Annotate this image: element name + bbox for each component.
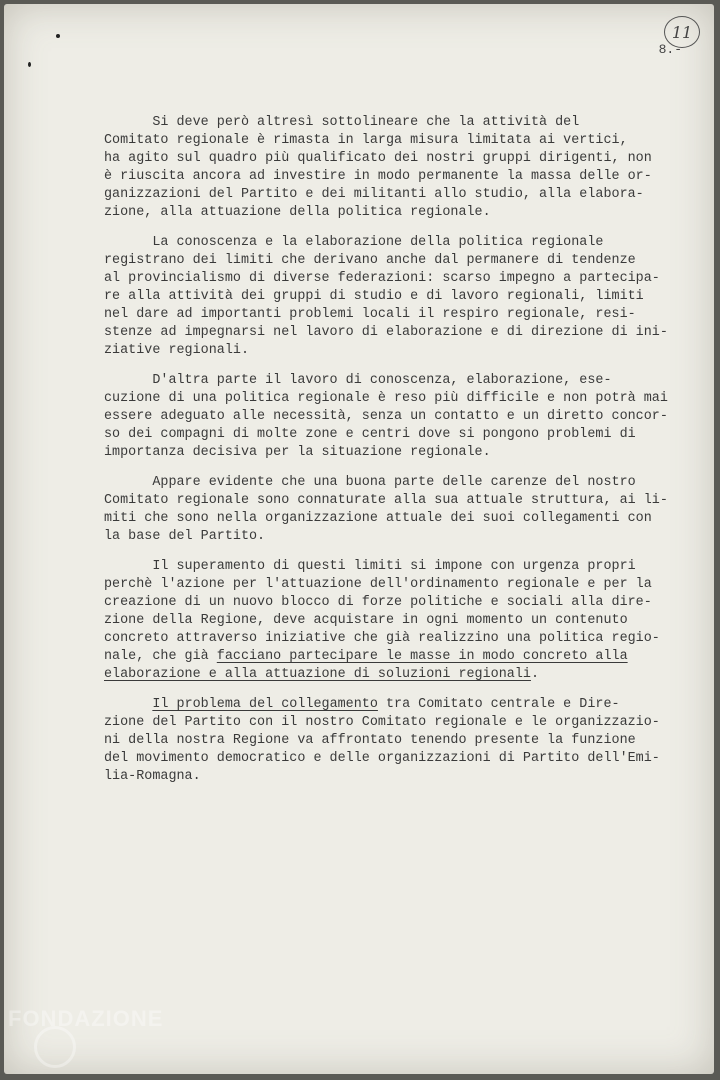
text-line-underlined-part xyxy=(104,648,704,666)
text-line: ganizzazioni del Partito e dei militanti allo studio, alla elabora- xyxy=(104,187,644,202)
text-line: re alla attività dei gruppi di studio e di lavoro regionali, limiti xyxy=(104,289,644,304)
text-line: ha agito sul quadro più qualificato dei nostri gruppi dirigenti, non xyxy=(104,151,652,166)
underlined-segment: elaborazione e alla attuazione di soluzioni regionali xyxy=(104,667,531,682)
text-line: importanza decisiva per la situazione regionale. xyxy=(104,445,491,460)
underlined-segment: facciano partecipare le masse in modo concreto alla xyxy=(216,649,628,664)
paragraph-5 xyxy=(104,558,704,684)
text-line: D'altra parte il lavoro di conoscenza, elaborazione, ese- xyxy=(104,373,612,388)
plain-segment: tra Comitato centrale e Dire- xyxy=(377,697,620,712)
paragraph-3 xyxy=(104,372,704,462)
ink-speck xyxy=(56,34,60,38)
typed-body xyxy=(104,114,704,798)
plain-segment: . xyxy=(530,667,540,682)
text-line: Comitato regionale sono connaturate alla sua attuale struttura, ai li- xyxy=(104,493,668,508)
page-number-mark: 8.- xyxy=(658,42,682,57)
text-line: Comitato regionale è rimasta in larga misura limitata ai vertici, xyxy=(104,133,628,148)
text-line: La conoscenza e la elaborazione della politica regionale xyxy=(104,235,604,250)
plain-segment: nale, che già xyxy=(104,649,217,664)
watermark-logo-icon xyxy=(34,1026,76,1068)
text-line: lia-Romagna. xyxy=(104,769,201,784)
text-line: ziative regionali. xyxy=(104,343,250,358)
text-line: zione, alla attuazione della politica regionale. xyxy=(104,205,491,220)
paragraph-2 xyxy=(104,234,704,360)
text-line: al provincialismo di diverse federazioni: scarso impegno a partecipa- xyxy=(104,271,660,286)
text-line: ni della nostra Regione va affrontato tenendo presente la funzione xyxy=(104,733,636,748)
text-line: concreto attraverso iniziative che già realizzino una politica regio- xyxy=(104,631,660,646)
text-line: cuzione di una politica regionale è reso più difficile e non potrà mai xyxy=(104,391,668,406)
indent-segment xyxy=(104,697,152,712)
paragraph-4 xyxy=(104,474,704,546)
text-line: perchè l'azione per l'attuazione dell'ordinamento regionale e per la xyxy=(104,577,652,592)
text-line: Si deve però altresì sottolineare che la attività del xyxy=(104,115,580,130)
text-line: miti che sono nella organizzazione attuale dei suoi collegamenti con xyxy=(104,511,652,526)
text-line: zione del Partito con il nostro Comitato regionale e le organizzazio- xyxy=(104,715,660,730)
text-line: registrano dei limiti che derivano anche dal permanere di tendenze xyxy=(104,253,636,268)
text-line: la base del Partito. xyxy=(104,529,266,544)
text-line: del movimento democratico e delle organizzazioni di Partito dell'Emi- xyxy=(104,751,660,766)
text-line: essere adeguato alle necessità, senza un contatto e un diretto concor- xyxy=(104,409,668,424)
text-line-underlined-part xyxy=(104,696,704,714)
text-line: è riuscita ancora ad investire in modo permanente la massa delle or- xyxy=(104,169,652,184)
text-line: nel dare ad importanti problemi locali il respiro regionale, resi- xyxy=(104,307,636,322)
circled-number-text: 11 xyxy=(671,22,693,42)
document-page xyxy=(4,4,714,1074)
text-line: creazione di un nuovo blocco di forze politiche e sociali alla dire- xyxy=(104,595,652,610)
text-line: Appare evidente che una buona parte delle carenze del nostro xyxy=(104,475,636,490)
text-line: Il superamento di questi limiti si impone con urgenza propri xyxy=(104,559,636,574)
text-line-underlined-part xyxy=(104,666,704,684)
paragraph-6 xyxy=(104,696,704,786)
archive-watermark: FONDAZIONE xyxy=(8,1006,164,1031)
text-line: zione della Regione, deve acquistare in ogni momento un contenuto xyxy=(104,613,628,628)
ink-speck xyxy=(28,62,31,67)
underlined-segment: Il problema del collegamento xyxy=(152,697,378,712)
text-line: stenze ad impegnarsi nel lavoro di elaborazione e di direzione di ini- xyxy=(104,325,668,340)
paragraph-1 xyxy=(104,114,704,222)
text-line: so dei compagni di molte zone e centri dove si pongono problemi di xyxy=(104,427,636,442)
